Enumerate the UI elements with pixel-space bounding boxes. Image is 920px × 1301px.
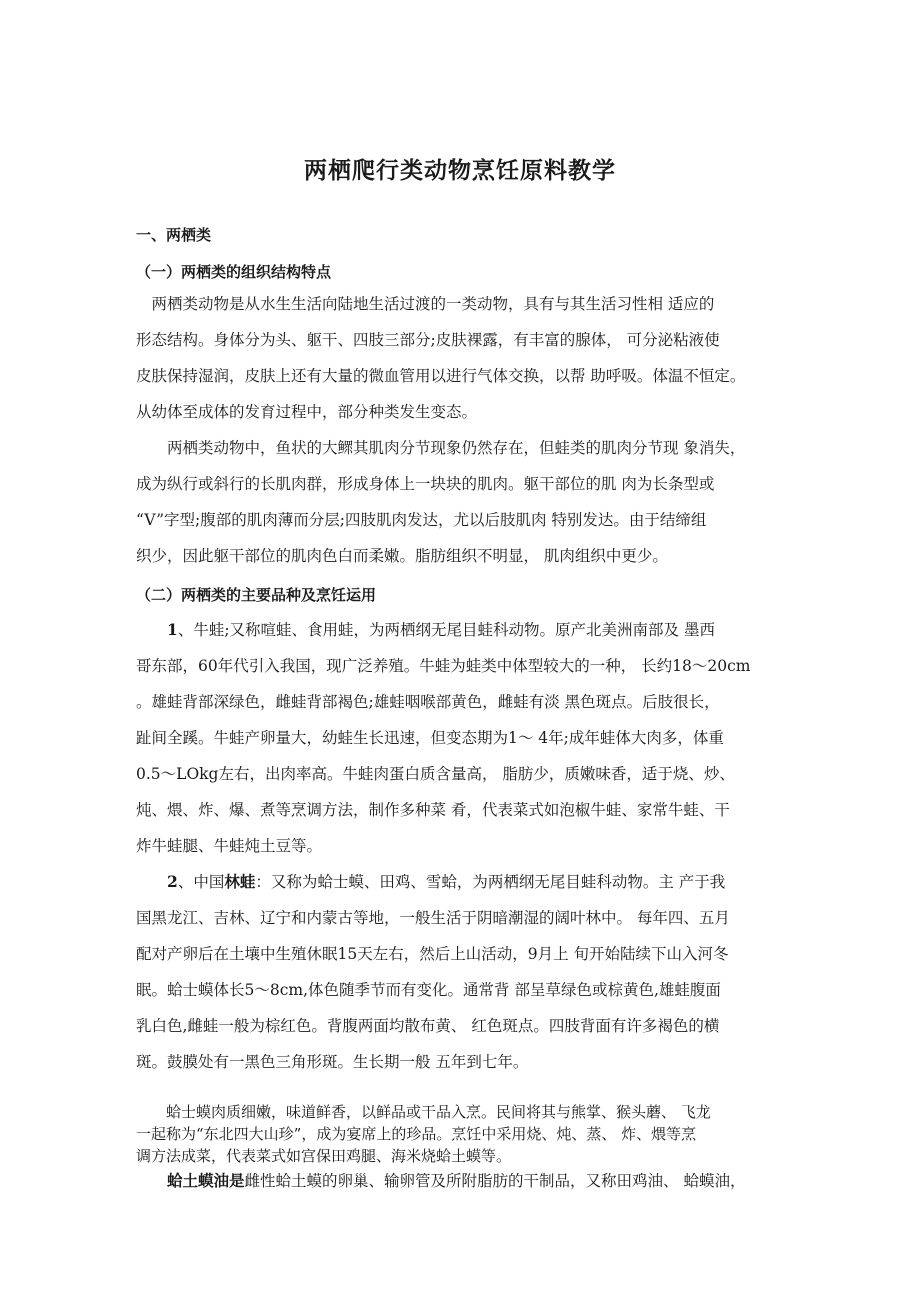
text-line: 形态结构。身体分为头、躯干、四肢三部分;皮肤裸露，有丰富的腺体， 可分泌粘液使 [136, 331, 720, 349]
text-line: 斑。鼓膜处有一黑色三角形斑。生长期一般 五年到七年。 [136, 1053, 529, 1071]
text-line [136, 864, 788, 900]
text-line: 哥东部，60年代引入我国，现广泛养殖。牛蛙为蛙类中体型较大的一种， 长约18～20cm [136, 657, 751, 675]
text-line: 两栖类动物中，鱼状的大鳏其肌肉分节现象仍然存在，但蛙类的肌肉分节现 象消失， [136, 439, 746, 457]
page-title: 两栖爬行类动物烹饪原料教学 [304, 158, 616, 184]
text-run: 、中国 [177, 873, 225, 891]
text-line: 两栖类动物是从水生生活向陆地生活过渡的一类动物，具有与其生活习性相 适应的 [136, 295, 715, 313]
text-run: ：又称为蛤士蟆、田鸡、雪蛤，为两栖纲无尾目蛙科动物。主 产于我 [255, 873, 726, 891]
text-line: 炸牛蛙腿、牛蛙炖土豆等。 [136, 837, 323, 855]
text-line: 成为纵行或斜行的长肌肉群，形成身体上一块块的肌肉。躯干部位的肌 肉为长条型或 [136, 475, 715, 493]
text-line [136, 1163, 788, 1199]
text-line: “V”字型;腹部的肌肉薄而分层;四肢肌肉发达，尤以后肢肌肉 特别发达。由于结缔组 [136, 511, 707, 529]
text-line: 织少，因此躯干部位的肌肉色白而柔嫩。脂肪组织不明显， 肌肉组织中更少。 [136, 547, 668, 565]
text-line: 炖、煨、炸、爆、煮等烹调方法，制作多种菜 肴，代表菜式如泡椒牛蛙、家常牛蛙、干 [136, 801, 730, 819]
paragraph-structure-1 [136, 286, 788, 430]
item-number: 1 [167, 620, 178, 639]
text-line: 国黑龙江、吉林、辽宁和内蒙古等地，一般生活于阴暗潮湿的阔叶林中。 每年四、五月 [136, 909, 730, 927]
paragraph-bullfrog [136, 612, 788, 864]
text-line: 。雄蛙背部深绿色，雌蛙背部褐色;雄蛙咽喉部黄色，雌蛙有淡 黑色斑点。后肢很长， [136, 693, 720, 711]
subsection-heading-structure: （一）两栖类的组织结构特点 [136, 263, 332, 281]
text-line [136, 612, 788, 648]
item-number: 2 [167, 872, 178, 891]
paragraph-forest-frog-cooking [136, 1101, 788, 1167]
text-line: 配对产卵后在土壤中生殖休眠15天左右，然后上山活动，9月上 旬开始陆续下山入河冬 [136, 945, 729, 963]
text-line: 调方法成菜，代表菜式如宫保田鸡腿、海米烧蛤土蟆等。 [136, 1147, 512, 1165]
text-line: 蛤士蟆肉质细嫩，味道鲜香，以鲜品或干品入烹。民间将其与熊掌、猴头蘑、 飞龙 [136, 1103, 711, 1121]
text-line: 皮肤保持湿润，皮肤上还有大量的微血管用以进行气体交换，以帮 助呼吸。体温不恒定。 [136, 367, 746, 385]
text-line: 乳白色,雌蛙一般为棕红色。背腹两面均散布黄、 红色斑点。四肢背面有许多褐色的横 [136, 1017, 720, 1035]
subsection-heading-species: （二）两栖类的主要品种及烹饪运用 [136, 586, 377, 604]
bold-term: 林蛙 [224, 872, 256, 891]
text-line: 从幼体至成体的发育过程中，部分种类发生变态。 [136, 403, 478, 421]
section-heading-amphibians: 一、两栖类 [136, 226, 212, 244]
text-line: 一起称为“东北四大山珍”，成为宴席上的珍品。烹饪中采用烧、炖、蒸、 炸、煨等烹 [136, 1125, 697, 1143]
text-line: 眠。蛤士蟆体长5～8cm,体色随季节而有变化。通常背 部呈草绿色或棕黄色,雄蛙腹面 [136, 981, 721, 999]
text-run: 雌性蛤土蟆的卵巢、输卵管及所附脂肪的干制品，又称田鸡油、 蛤蟆油， [244, 1172, 746, 1190]
paragraph-forest-frog [136, 864, 788, 1080]
text-line: 0.5～LOkg左右，出肉率高。牛蛙肉蛋白质含量高， 脂肪少，质嫩味香，适于烧、炒、 [136, 765, 735, 783]
text-line: 趾间全蹊。牛蛙产卵量大，幼蛙生长迅速，但变态期为1～ 4年;成年蛙体大肉多，体重 [136, 729, 724, 747]
paragraph-structure-2 [136, 430, 788, 574]
paragraph-frog-oil [136, 1163, 788, 1199]
text-run: 、牛蛙;又称喧蛙、食用蛙，为两栖纲无尾目蛙科动物。原产北美洲南部及 墨西 [177, 621, 715, 639]
bold-term: 蛤土蟆油是 [167, 1171, 245, 1190]
